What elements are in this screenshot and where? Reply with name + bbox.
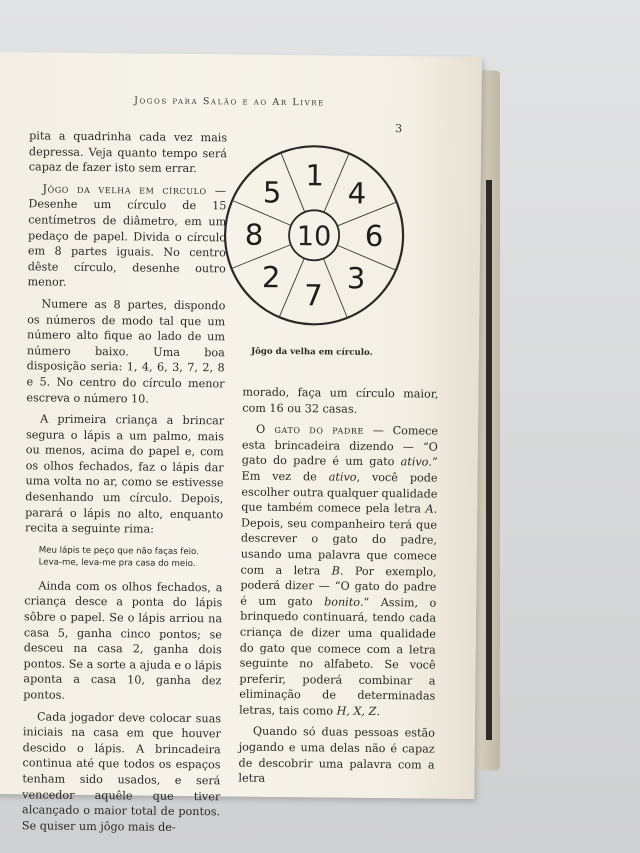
emphasis: ativo: [328, 470, 357, 484]
segment-divider: [279, 258, 304, 317]
left-column: [22, 128, 227, 841]
emphasis: B: [331, 564, 340, 578]
emphasis: H, X, Z: [336, 704, 377, 718]
segment-number: 4: [347, 176, 367, 211]
rhyme-line: Meu lápis te peço que não faças feio.: [38, 545, 199, 557]
paragraph-winner: Cada jogador deve colocar suas iniciais na casa em que houver descido o lápis. A brincadeira continua até que todos os espaços tenham sido usados, e será vencedor aquêle que tiver alcançado o maior total de pontos. Se quiser um jôgo mais de-: [21, 710, 222, 834]
segment-number: 6: [364, 218, 384, 254]
segment-number: 2: [261, 260, 281, 295]
paragraph-text: .” Em vez de: [241, 455, 438, 484]
emphasis: bonito: [324, 595, 361, 609]
paragraph-continuation: pita a quadrinha cada vez mais depressa. Veja quanto tempo será capaz de fazer isto sem errar.: [28, 129, 228, 176]
paragraph-text: Desenhe um círculo de 15 centímetros de diâmetro, em um pedaço de papel. Divida o círculo em 8 partes iguais. No centro dêste círculo, desenhe outro menor.: [27, 197, 227, 290]
paragraph-continuation-right: morado, faça um círculo maior, com 16 ou 32 casas.: [242, 385, 439, 416]
emphasis: A: [425, 502, 434, 516]
segment-number: 8: [244, 217, 264, 252]
paragraph-numbering: Numere as 8 partes, dispondo os números de modo tal que um número alto fique ao lado de um número baixo. Uma boa disposição seria: 1, 4, 6, 3, 7, 2, 8 e 5. No centro do círculo menor escreva o número 10.: [26, 297, 226, 406]
paragraph-scoring: Ainda com os olhos fechados, a criança desce a ponta do lápis sôbre o papel. Se o lápis arriou na casa 5, ganha cinco pontos; se desceu na casa 2, ganha dois pontos. Se a sorte a ajuda e o lápis aponta a casa 10, ganha dez pontos.: [23, 579, 223, 702]
paragraph-jogo-da-velha: [28, 181, 227, 292]
rhyme: [39, 544, 223, 570]
segment-divider: [280, 153, 305, 212]
section-title-gato-do-padre: O gato do padre —: [255, 422, 385, 438]
figure-caption: Jôgo da velha em círculo.: [251, 346, 373, 358]
segment-number: 5: [262, 175, 282, 210]
emphasis: ativo: [400, 455, 429, 469]
book-page: [0, 52, 482, 834]
paragraph-text: Comece esta brincadeira dizendo — “O gato do padre é um gato: [241, 424, 439, 469]
segment-number: 3: [346, 261, 366, 296]
segment-divider: [324, 153, 349, 212]
segment-number: 7: [304, 278, 323, 313]
rhyme-line: Leva-me, leva-me pra casa do meio.: [38, 557, 196, 569]
paragraph-text: .” Assim, o brinquedo continuará, tendo cada criança de dizer uma qualidade do gato que comece com a letra seguinte no alfabeto. Se você preferir, poderá combinar a eliminação de determinadas letras, tais como: [239, 595, 437, 718]
paragraph-two-players: Quando só duas pessoas estão jogando e uma delas não é capaz de descobrir uma palavra com a letra: [238, 725, 435, 786]
paragraph-gato-do-padre: [239, 422, 438, 720]
page-number: 3: [395, 122, 403, 136]
paragraph-text: . Depois, seu companheiro terá que descrever o gato do padre, usando uma palavra que comece com a letra: [240, 502, 438, 578]
paragraph-text: . Por exemplo, poderá dizer — “O gato do padre é um gato: [240, 564, 437, 609]
center-number: 10: [296, 221, 332, 253]
paragraph-first-child: A primeira criança a brincar segura o lápis a um palmo, mais ou menos, acima do papel e, com os olhos fechados, faz o lápis dar uma volta no ar, como se estivesse desenhando um círculo. Depois, parará o lápis no alto, enquanto recita a seguinte rima:: [24, 412, 225, 536]
paragraph-text: , você pode escolher outra qualquer qualidade que também comece pela letra: [241, 470, 438, 516]
section-title-jogo-da-velha: Jôgo da velha em círculo —: [42, 182, 227, 198]
circle-game-figure: [219, 140, 409, 330]
right-column: [238, 385, 438, 795]
paragraph-text: .: [376, 704, 380, 718]
book-cover-edge: [486, 180, 492, 740]
segment-number: 1: [305, 158, 325, 193]
segment-divider: [323, 258, 348, 317]
running-head: Jogos para Salão e ao Ar Livre: [134, 95, 325, 109]
